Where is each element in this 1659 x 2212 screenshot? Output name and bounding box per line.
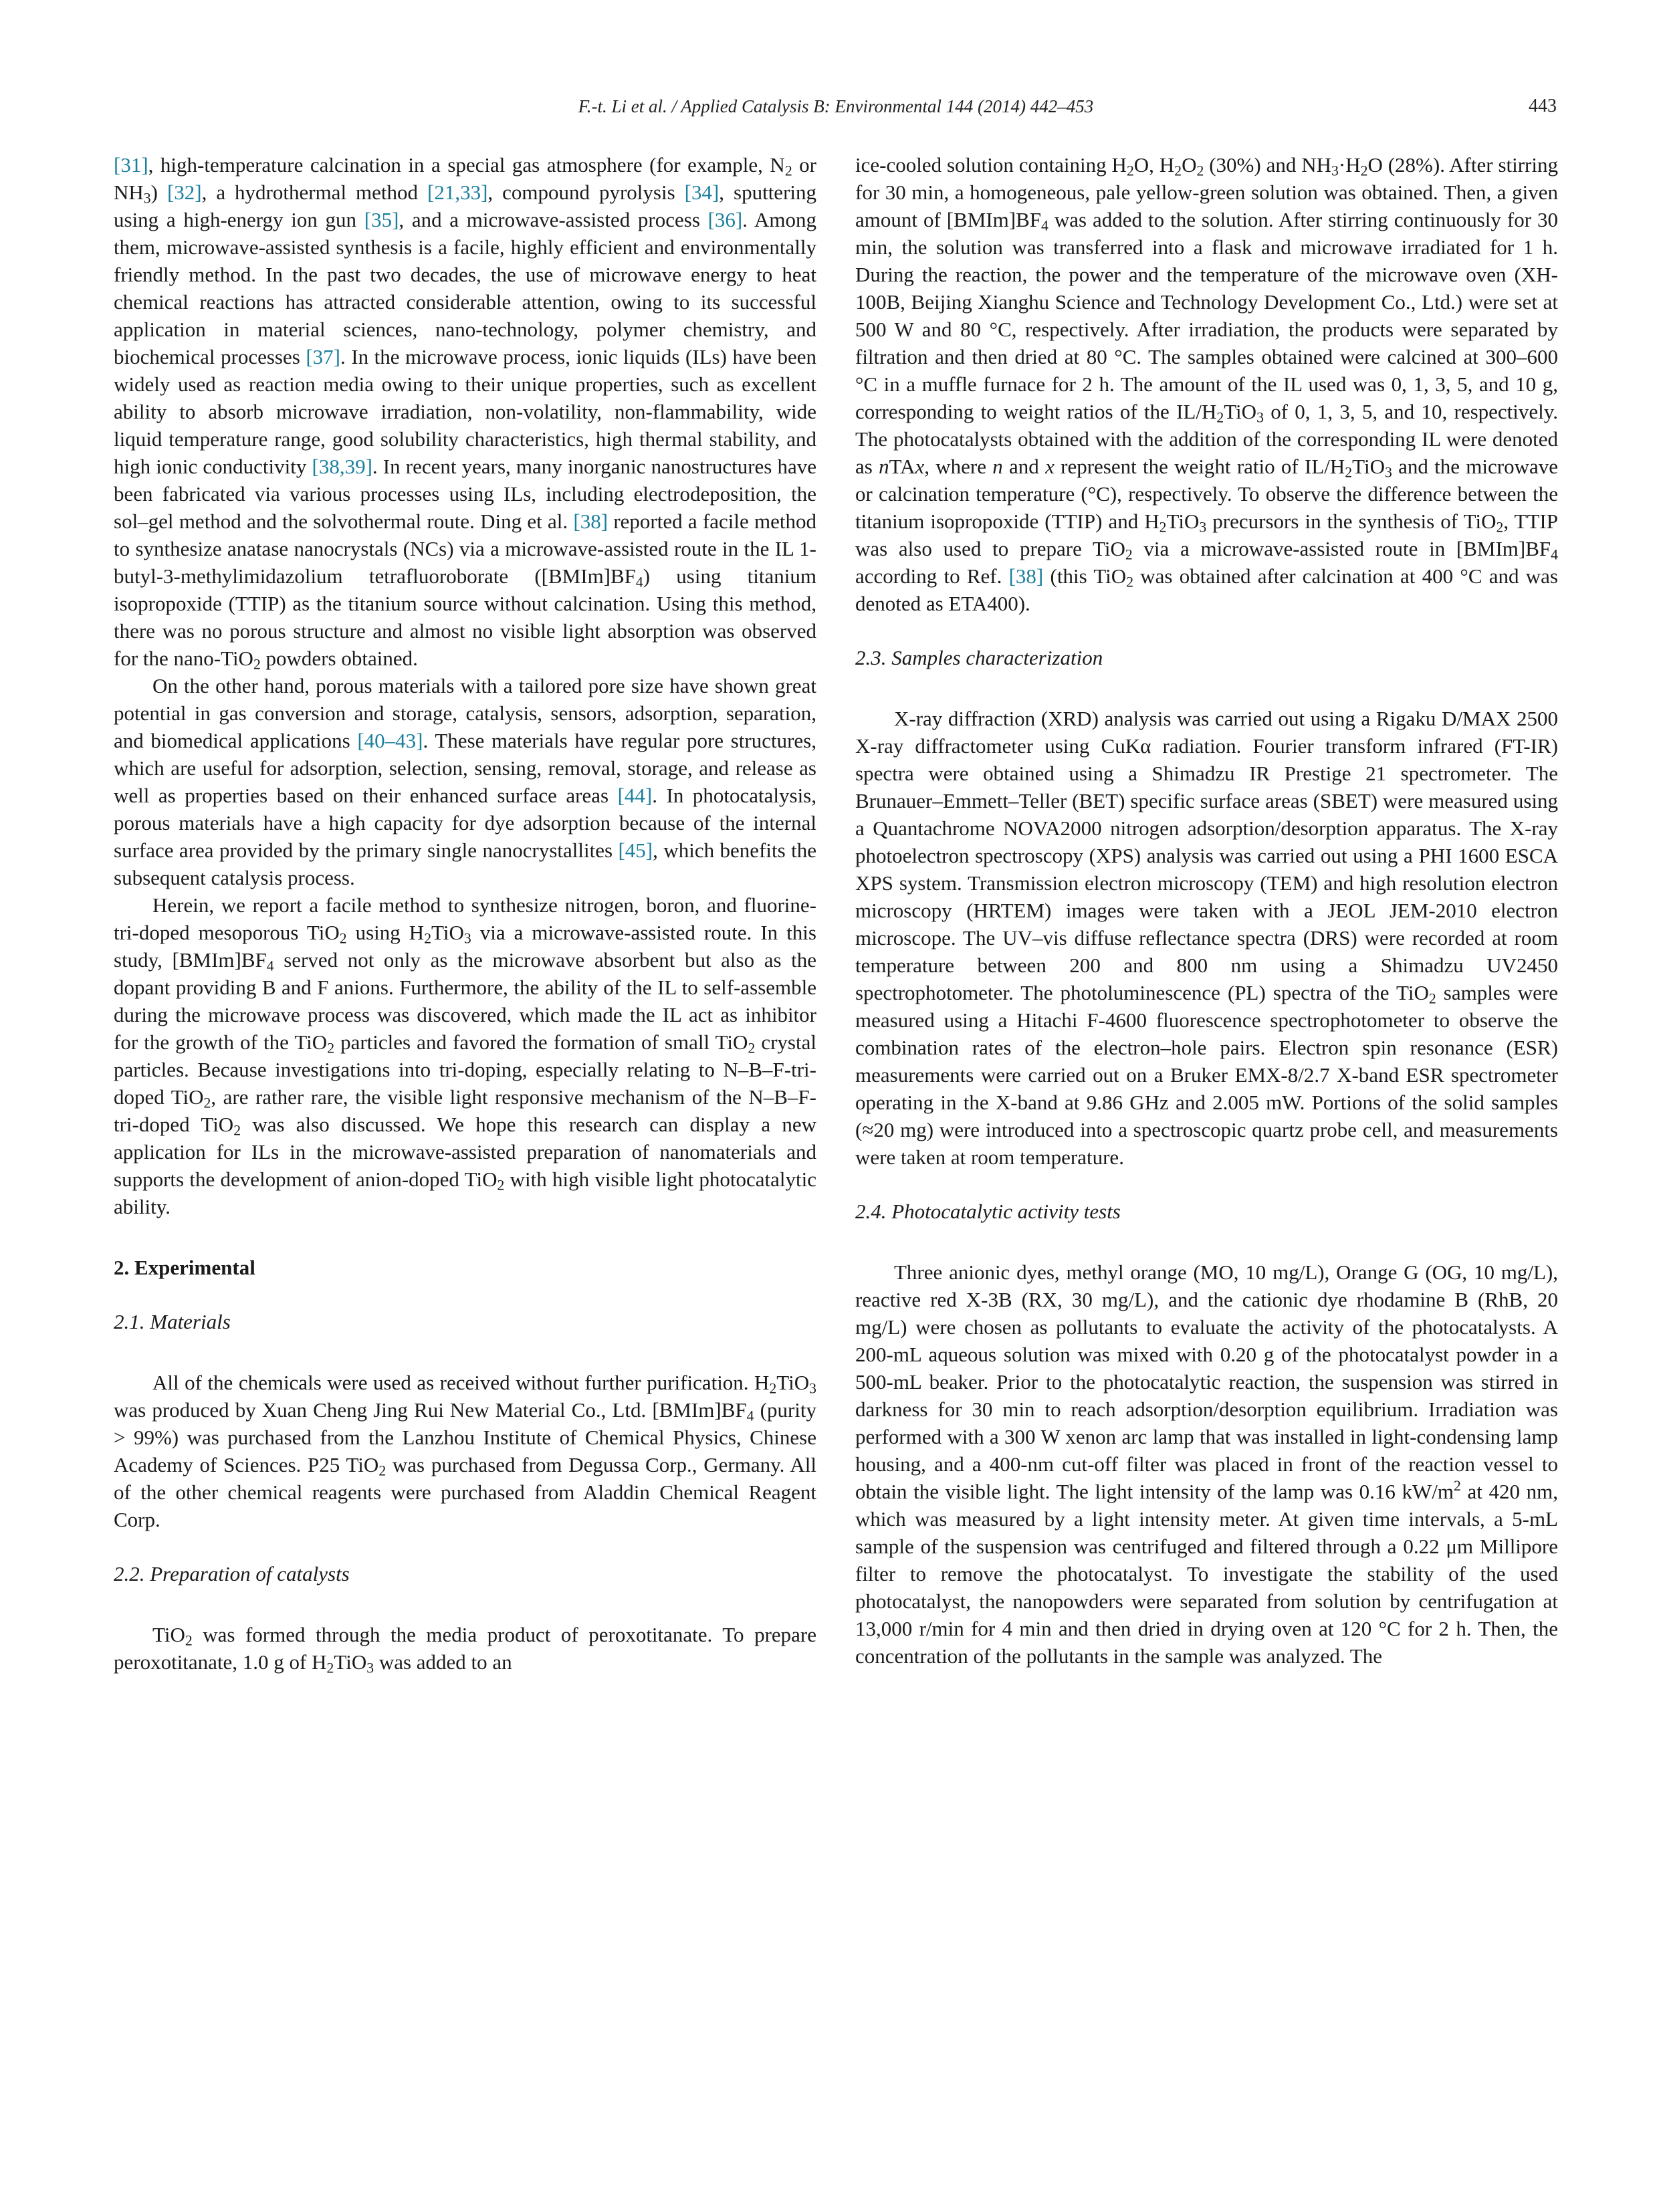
section-heading: 2.2. Preparation of catalysts [114, 1562, 350, 1585]
paragraph: TiO$_2$ was formed through the media product of peroxotitanate. To prepare peroxotitanate, 1.0 g of $H_2TiO_3$ was added to an [114, 1623, 816, 1676]
citation-link[interactable]: [36] [707, 208, 743, 231]
page-number: 443 [1529, 96, 1557, 116]
citation-link[interactable]: [35] [364, 208, 399, 231]
section-heading: 2.3. Samples characterization [855, 646, 1103, 669]
paragraph: Three anionic dyes, methyl orange (MO, 10 mg/L), Orange G (OG, 10 mg/L), reactive red X-3B (RX, 30 mg/L), and the cationic dye rhodamine B (RhB, 20 mg/L) were chosen as pollutants to evaluate the activity of the photocatalysts. A 200-mL aqueous solution was mixed with 0.20 g of the photocatalyst powder in a 500-mL beaker. Prior to the photocatalytic reaction, the suspension was stirred in darkness for 30 min to reach adsorption/desorption equilibrium. Irradiation was performed with a 300 W xenon arc lamp that was installed in light-condensing lamp housing, and a 400-nm cut-off filter was placed in front of the reaction vessel to obtain the visible light. The light intensity of the lamp was 0.16 $kW/m^2$ at 420 nm, which was measured by a light intensity meter. At given time intervals, a 5-mL sample of the suspension was centrifuged and filtered through a 0.22 μm Millipore filter to remove the photocatalyst. To investigate the stability of the used photocatalyst, the nanopowders were separated from solution by centrifugation at 13,000 r/min for 4 min and then dried in drying oven at 120 °C for 2 h. Then, the concentration of the pollutants in the sample was analyzed. The [855, 1260, 1558, 1668]
page-header [114, 95, 1558, 123]
paragraph: X-ray diffraction (XRD) analysis was carried out using a Rigaku D/MAX 2500 X-ray diffractometer using CuKα radiation. Fourier transform infrared (FT-IR) spectra were obtained using a Shimadzu IR Prestige 21 spectrometer. The Brunauer–Emmett–Teller (BET) specific surface areas (SBET) were measured using a Quantachrome NOVA2000 nitrogen adsorption/desorption apparatus. The X-ray photoelectron spectroscopy (XPS) analysis was carried out using a PHI 1600 ESCA XPS system. Transmission electron microscopy (TEM) and high resolution electron microscopy (HRTEM) images were taken with a JEOL JEM-2010 electron microscope. The UV–vis diffuse reflectance spectra (DRS) were recorded at room temperature between 200 and 800 nm using a Shimadzu UV2450 spectrophotometer. The photoluminescence (PL) spectra of the TiO$_2$ samples were measured using a Hitachi F-4600 fluorescence spectrophotometer to observe the combination rates of the electron–hole pairs. Electron spin resonance (ESR) measurements were carried out on a Bruker EMX-8/2.7 X-band ESR spectrometer operating in the X-band at 9.86 GHz and 2.005 mW. Portions of the solid samples (≈20 mg) were introduced into a spectroscopic quartz probe cell, and measurements were taken at room temperature. [855, 707, 1558, 1169]
paragraph: Herein, we report a facile method to synthesize nitrogen, boron, and fluorine-tri-doped mesoporous TiO$_2$ using $H_2TiO_3$ via a microwave-assisted route. In this study, $[BMIm]BF_4$ served not only as the microwave absorbent but also as the dopant providing B and F anions. Furthermore, the ability of the IL to self-assemble during the microwave process was discovered, which made the IL act as inhibitor for the growth of the TiO$_2$ particles and favored the formation of small TiO$_2$ crystal particles. Because investigations into tri-doping, especially relating to N–B–F-tri-doped TiO$_2$, are rather rare, the visible light responsive mechanism of the N–B–F-tri-doped TiO$_2$ was also discussed. We hope this research can display a new application for ILs in the microwave-assisted preparation of nanomaterials and supports the development of anion-doped TiO$_2$ with high visible light photocatalytic ability. [114, 893, 817, 1218]
left-column [114, 151, 816, 1676]
running-head: F.-t. Li et al. / Applied Catalysis B: Environmental 144 (2014) 442–453 [578, 96, 1094, 116]
citation-link[interactable]: [40–43] [357, 729, 423, 752]
citation-link[interactable]: [38] [1008, 564, 1044, 588]
citation-link[interactable]: [44] [617, 784, 653, 807]
section-heading: 2.4. Photocatalytic activity tests [855, 1200, 1121, 1223]
citation-link[interactable]: [32] [167, 181, 202, 204]
citation-link[interactable]: [38,39] [312, 455, 372, 478]
right-column [855, 151, 1558, 1670]
citation-link[interactable]: [21,33] [427, 181, 488, 204]
article-body [114, 151, 1558, 1676]
paragraph: On the other hand, porous materials with a tailored pore size have shown great potential in gas conversion and storage, catalysis, sensors, adsorption, separation, and biomedical applications [40–43]. These materials have regular pore structures, which are useful for adsorption, selection, sensing, removal, storage, and release as well as properties based on their enhanced surface areas [44]. In photocatalysis, porous materials have a high capacity for dye adsorption because of the internal surface area provided by the primary single nanocrystallites [45], which benefits the subsequent catalysis process. [114, 674, 816, 889]
citation-link[interactable]: [37] [306, 345, 340, 368]
paragraph: All of the chemicals were used as received without further purification. $H_2TiO_3$ was produced by Xuan Cheng Jing Rui New Material Co., Ltd. $[BMIm]BF_4$ (purity > 99%) was purchased from the Lanzhou Institute of Chemical Physics, Chinese Academy of Sciences. P25 TiO$_2$ was purchased from Degussa Corp., Germany. All of the other chemical reagents were purchased from Aladdin Chemical Reagent Corp. [114, 1371, 817, 1531]
citation-link[interactable]: [38] [573, 510, 609, 533]
paragraph: [31], high-temperature calcination in a special gas atmosphere (for example, $N_2$ or $NH_3$) [32], a hydrothermal method [21,33], compound pyrolysis [34], sputtering using a high-energy ion gun [35], and a microwave-assisted process [36]. Among them, microwave-assisted synthesis is a facile, highly efficient and environmentally friendly method. In the past two decades, the use of microwave energy to heat chemical reactions has attracted considerable attention, owing to its successful application in material sciences, nano-technology, polymer chemistry, and biochemical processes [37]. In the microwave process, ionic liquids (ILs) have been widely used as reaction media owing to their unique properties, such as excellent ability to absorb microwave irradiation, non-volatility, non-flammability, wide liquid temperature range, good solubility characteristics, high thermal stability, and high ionic conductivity [38,39]. In recent years, many inorganic nanostructures have been fabricated via various processes using ILs, including electrodeposition, the sol–gel method and the solvothermal route. Ding et al. [38] reported a facile method to synthesize anatase nanocrystals (NCs) via a microwave-assisted route in the IL 1-butyl-3-methylimidazolium tetrafluoroborate $([BMIm]BF_4)$ using titanium isopropoxide (TTIP) as the titanium source without calcination. Using this method, there was no porous structure and almost no visible light absorption was observed for the nano-TiO$_2$ powders obtained. [114, 153, 817, 673]
section-heading: 2. Experimental [114, 1256, 255, 1279]
citation-link[interactable]: [45] [618, 839, 653, 862]
citation-link[interactable]: [34] [684, 181, 720, 204]
paragraph: ice-cooled solution containing $H_2O$, $H_2O_2$ (30%) and $NH_3\cdot H_2O$ (28%). After stirring for 30 min, a homogeneous, pale yellow-green solution was obtained. Then, a given amount of $[BMIm]BF_4$ was added to the solution. After stirring continuously for 30 min, the solution was transferred into a flask and microwave irradiated for 1 h. During the reaction, the power and the temperature of the microwave oven (XH-100B, Beijing Xianghu Science and Technology Development Co., Ltd.) were set at 500 W and 80 °C, respectively. After irradiation, the products were separated by filtration and then dried at 80 °C. The samples obtained were calcined at 300–600 °C in a muffle furnace for 2 h. The amount of the IL used was 0, 1, 3, 5, and 10 g, corresponding to weight ratios of the $IL/H_2TiO_3$ of 0, 1, 3, 5, and 10, respectively. The photocatalysts obtained with the addition of the corresponding IL were denoted as nTAx, where n and x represent the weight ratio of $IL/H_2TiO_3$ and the microwave or calcination temperature (°C), respectively. To observe the difference between the titanium isopropoxide (TTIP) and $H_2TiO_3$ precursors in the synthesis of TiO$_2$, TTIP was also used to prepare TiO$_2$ via a microwave-assisted route in $[BMIm]BF_4$ according to Ref. [38] (this TiO$_2$ was obtained after calcination at 400 °C and was denoted as ETA400). [855, 153, 1559, 615]
citation-link[interactable]: [31] [114, 153, 148, 177]
section-heading: 2.1. Materials [114, 1310, 231, 1333]
